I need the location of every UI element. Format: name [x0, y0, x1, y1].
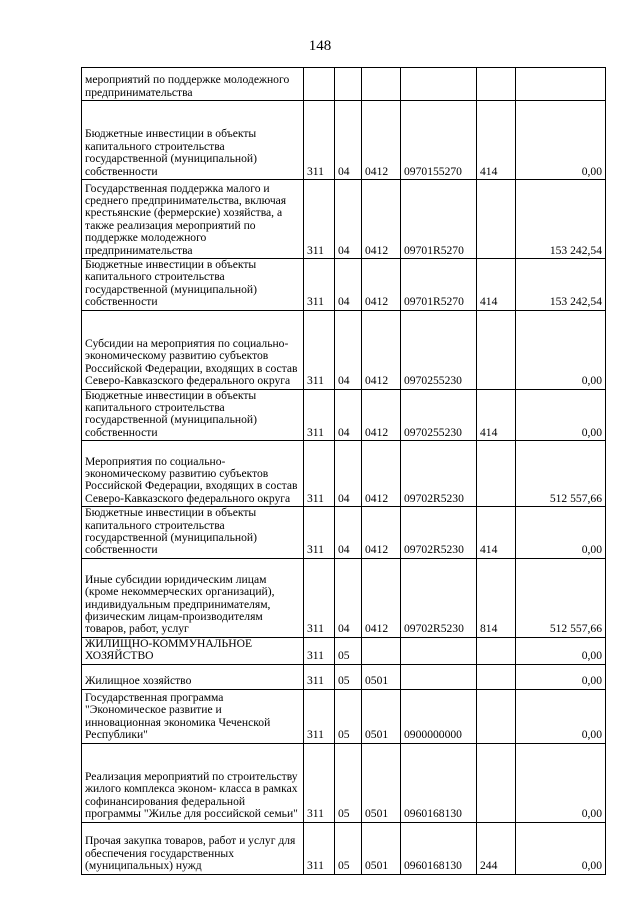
- gov-code-cell: 311: [304, 743, 335, 822]
- gov-code-cell: 311: [304, 441, 335, 507]
- table-row: [82, 689, 606, 743]
- gov-code-cell: [304, 68, 335, 101]
- section-cell: 04: [335, 259, 362, 311]
- expense-type-cell: [477, 637, 516, 664]
- subsection-cell: 0501: [362, 822, 401, 874]
- table-row: [82, 822, 606, 874]
- expense-type-cell: [477, 743, 516, 822]
- target-article-cell: [401, 664, 477, 689]
- item-name-cell: Жилищное хозяйство: [82, 664, 304, 689]
- gov-code-cell: 311: [304, 310, 335, 389]
- target-article-cell: 0970155270: [401, 101, 477, 180]
- section-cell: 04: [335, 180, 362, 259]
- table-row: [82, 259, 606, 311]
- section-cell: 04: [335, 507, 362, 559]
- amount-cell: 0,00: [516, 101, 606, 180]
- section-cell: 04: [335, 101, 362, 180]
- expense-type-cell: [477, 310, 516, 389]
- target-article-cell: 0960168130: [401, 743, 477, 822]
- page-number: 148: [308, 38, 332, 54]
- subsection-cell: 0412: [362, 441, 401, 507]
- gov-code-cell: 311: [304, 101, 335, 180]
- subsection-cell: [362, 68, 401, 101]
- expense-type-cell: 814: [477, 558, 516, 637]
- gov-code-cell: 311: [304, 259, 335, 311]
- target-article-cell: [401, 68, 477, 101]
- subsection-cell: 0501: [362, 743, 401, 822]
- gov-code-cell: 311: [304, 389, 335, 441]
- target-article-cell: 09702R5230: [401, 507, 477, 559]
- amount-cell: 0,00: [516, 310, 606, 389]
- section-cell: 05: [335, 664, 362, 689]
- amount-cell: 153 242,54: [516, 180, 606, 259]
- budget-table: [81, 67, 606, 875]
- item-name-cell: ЖИЛИЩНО-КОММУНАЛЬНОЕ ХОЗЯЙСТВО: [82, 637, 304, 664]
- item-name-cell: Прочая закупка товаров, работ и услуг для обеспечения государственных (муниципальных) нужд: [82, 822, 304, 874]
- table-row: [82, 664, 606, 689]
- section-cell: 05: [335, 689, 362, 743]
- item-name-cell: Субсидии на мероприятия по социально-экономическому развитию субъектов Российской Федерации, входящих в состав Северо-Кавказского федерального округа: [82, 310, 304, 389]
- item-name-cell: Государственная поддержка малого и среднего предпринимательства, включая крестьянские (фермерские) хозяйства, а также реализация мероприятий по поддержке молодежного предпринимательства: [82, 180, 304, 259]
- gov-code-cell: 311: [304, 180, 335, 259]
- item-name-cell: Реализация мероприятий по строительству жилого комплекса эконом- класса в рамках софинансирования федеральной программы "Жилье для российской семьи": [82, 743, 304, 822]
- amount-cell: 0,00: [516, 689, 606, 743]
- subsection-cell: 0501: [362, 689, 401, 743]
- table-row: [82, 389, 606, 441]
- budget-table-body: [82, 68, 606, 875]
- expense-type-cell: 414: [477, 389, 516, 441]
- subsection-cell: 0412: [362, 180, 401, 259]
- section-cell: 04: [335, 441, 362, 507]
- table-row: [82, 68, 606, 101]
- table-row: [82, 180, 606, 259]
- gov-code-cell: 311: [304, 822, 335, 874]
- amount-cell: 0,00: [516, 389, 606, 441]
- table-row: [82, 558, 606, 637]
- target-article-cell: 0960168130: [401, 822, 477, 874]
- section-cell: 05: [335, 822, 362, 874]
- amount-cell: 0,00: [516, 822, 606, 874]
- subsection-cell: 0412: [362, 101, 401, 180]
- amount-cell: 0,00: [516, 507, 606, 559]
- item-name-cell: мероприятий по поддержке молодежного предпринимательства: [82, 68, 304, 101]
- item-name-cell: Бюджетные инвестиции в объекты капитального строительства государственной (муниципальной) собственности: [82, 259, 304, 311]
- expense-type-cell: [477, 68, 516, 101]
- target-article-cell: 09702R5230: [401, 441, 477, 507]
- expense-type-cell: [477, 689, 516, 743]
- table-row: [82, 101, 606, 180]
- item-name-cell: Мероприятия по социально-экономическому развитию субъектов Российской Федерации, входящих в состав Северо-Кавказского федерального округа: [82, 441, 304, 507]
- amount-cell: 0,00: [516, 664, 606, 689]
- gov-code-cell: 311: [304, 558, 335, 637]
- section-cell: 04: [335, 389, 362, 441]
- target-article-cell: 0970255230: [401, 389, 477, 441]
- item-name-cell: Бюджетные инвестиции в объекты капитального строительства государственной (муниципальной) собственности: [82, 389, 304, 441]
- table-row: [82, 637, 606, 664]
- target-article-cell: 09701R5270: [401, 180, 477, 259]
- subsection-cell: 0412: [362, 558, 401, 637]
- subsection-cell: 0412: [362, 389, 401, 441]
- section-cell: 05: [335, 637, 362, 664]
- subsection-cell: [362, 637, 401, 664]
- expense-type-cell: 414: [477, 259, 516, 311]
- table-row: [82, 441, 606, 507]
- expense-type-cell: 414: [477, 101, 516, 180]
- subsection-cell: 0501: [362, 664, 401, 689]
- amount-cell: 512 557,66: [516, 441, 606, 507]
- gov-code-cell: 311: [304, 689, 335, 743]
- section-cell: 04: [335, 310, 362, 389]
- target-article-cell: 0900000000: [401, 689, 477, 743]
- target-article-cell: 09701R5270: [401, 259, 477, 311]
- item-name-cell: Бюджетные инвестиции в объекты капитального строительства государственной (муниципальной) собственности: [82, 507, 304, 559]
- section-cell: 04: [335, 558, 362, 637]
- item-name-cell: Иные субсидии юридическим лицам (кроме некоммерческих организаций), индивидуальным предпринимателям, физическим лицам-производителям товаров, работ, услуг: [82, 558, 304, 637]
- subsection-cell: 0412: [362, 507, 401, 559]
- target-article-cell: 0970255230: [401, 310, 477, 389]
- gov-code-cell: 311: [304, 664, 335, 689]
- expense-type-cell: 414: [477, 507, 516, 559]
- amount-cell: 153 242,54: [516, 259, 606, 311]
- table-row: [82, 743, 606, 822]
- item-name-cell: Бюджетные инвестиции в объекты капитального строительства государственной (муниципальной) собственности: [82, 101, 304, 180]
- target-article-cell: [401, 637, 477, 664]
- section-cell: 05: [335, 743, 362, 822]
- amount-cell: 512 557,66: [516, 558, 606, 637]
- item-name-cell: Государственная программа "Экономическое развитие и инновационная экономика Чеченской Республики": [82, 689, 304, 743]
- expense-type-cell: 244: [477, 822, 516, 874]
- gov-code-cell: 311: [304, 507, 335, 559]
- expense-type-cell: [477, 441, 516, 507]
- expense-type-cell: [477, 664, 516, 689]
- amount-cell: 0,00: [516, 743, 606, 822]
- gov-code-cell: 311: [304, 637, 335, 664]
- target-article-cell: 09702R5230: [401, 558, 477, 637]
- section-cell: [335, 68, 362, 101]
- subsection-cell: 0412: [362, 259, 401, 311]
- table-row: [82, 507, 606, 559]
- subsection-cell: 0412: [362, 310, 401, 389]
- table-row: [82, 310, 606, 389]
- amount-cell: 0,00: [516, 637, 606, 664]
- expense-type-cell: [477, 180, 516, 259]
- amount-cell: [516, 68, 606, 101]
